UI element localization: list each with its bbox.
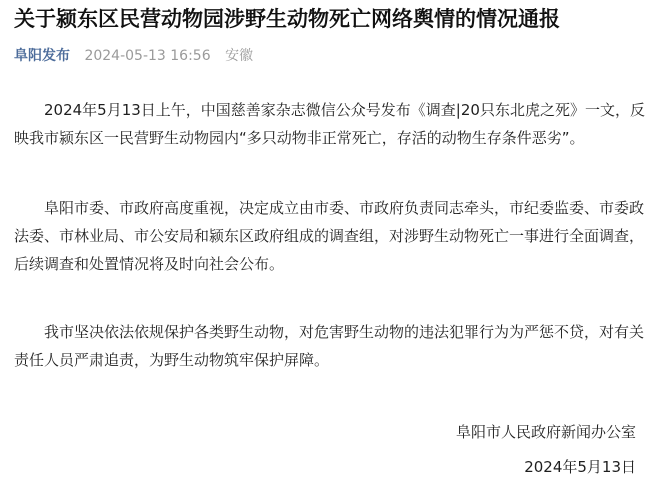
article-title: 关于颍东区民营动物园涉野生动物死亡网络舆情的情况通报 — [14, 7, 560, 31]
publish-time: 2024-05-13 16:56 — [84, 48, 211, 64]
article-paragraph-2: 阜阳市委、市政府高度重视，决定成立由市委、市政府负责同志牵头，市纪委监委、市委政法委、市林业局、市公安局和颍东区政府组成的调查组，对涉野生动物死亡一事进行全面调查，后续调查和处置情况将及时向社会公布。 — [14, 199, 645, 273]
signature-date: 2024年5月13日 — [524, 458, 636, 476]
publish-location: 安徽 — [225, 48, 254, 64]
signature-organization: 阜阳市人民政府新闻办公室 — [455, 423, 636, 441]
article-meta — [14, 46, 253, 66]
article-paragraph-3: 我市坚决依法依规保护各类野生动物，对危害野生动物的违法犯罪行为为严惩不贷，对有关责任人员严肃追责，为野生动物筑牢保护屏障。 — [14, 323, 645, 369]
article-paragraph-1: 2024年5月13日上午，中国慈善家杂志微信公众号发布《调查|20只东北虎之死》一文，反映我市颍东区一民营野生动物园内“多只动物非正常死亡，存活的动物生存条件恶劣”。 — [14, 101, 645, 147]
publisher-account-link[interactable]: 阜阳发布 — [14, 48, 70, 64]
